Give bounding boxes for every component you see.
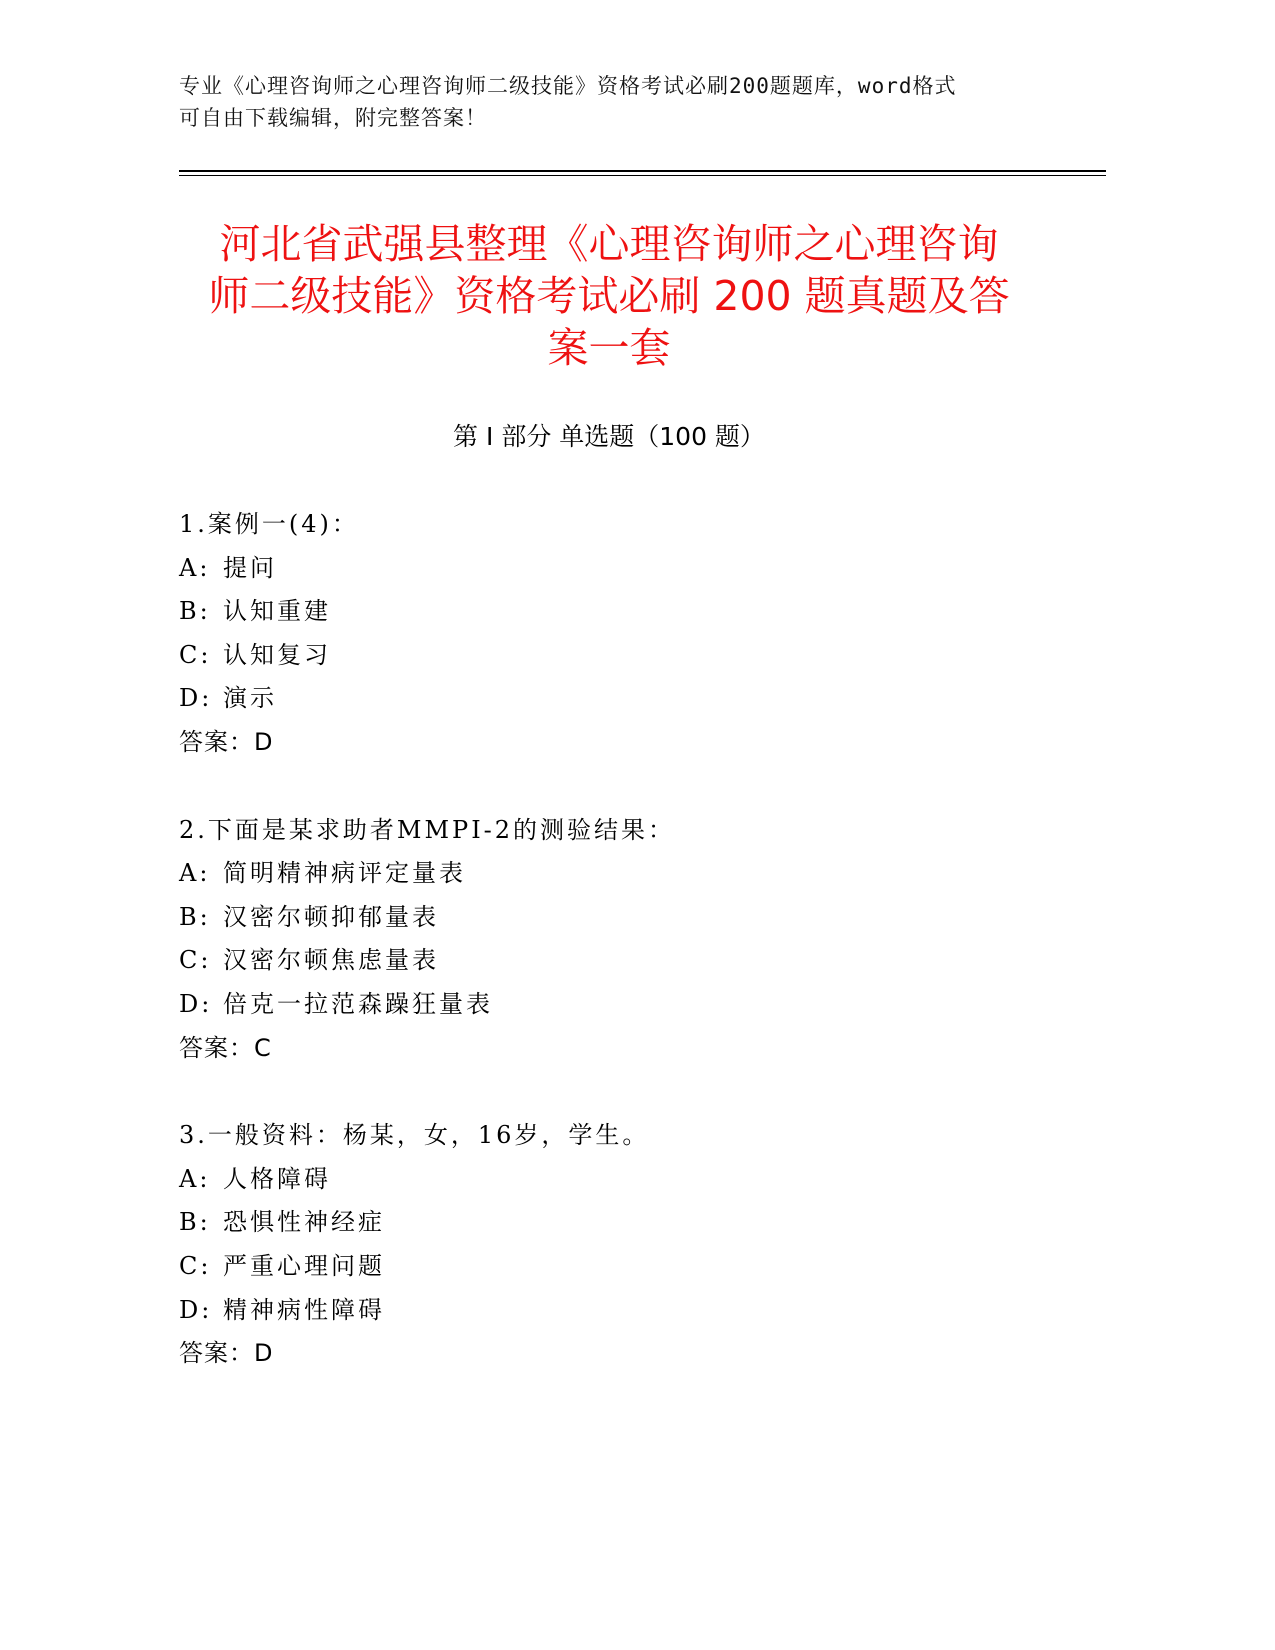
answer-line: 答案：C [179,1033,272,1062]
option-key: D: [179,684,213,713]
option-key: A: [179,1164,211,1193]
option-text: 认知复习 [223,640,331,669]
option-text: 提问 [223,553,277,582]
option-key: D: [179,989,213,1018]
option-d [179,983,1039,1027]
header-note-line: 专业《心理咨询师之心理咨询师二级技能》资格考试必刷200题题库，word格式 [179,74,957,98]
option-text: 倍克一拉范森躁狂量表 [223,989,493,1018]
option-key: C: [179,946,212,975]
option-c [179,634,1039,678]
answer-line: 答案：D [179,1339,274,1368]
option-a [179,1158,1039,1202]
option-a [179,547,1039,591]
answer-line: 答案：D [179,727,274,756]
question-list [179,503,1039,1420]
question-stem: 2.下面是某求助者MMPI-2的测验结果： [179,815,676,844]
question-item [179,809,1039,1071]
header-divider-thick [179,170,1106,172]
header-note [179,70,1039,134]
question-stem: 1.案例一(4)： [179,510,359,538]
option-text: 严重心理问题 [223,1251,385,1280]
header-divider-thin [179,175,1106,176]
title-line: 河北省武强县整理《心理咨询师之心理咨询 [219,220,999,268]
option-key: C: [179,640,212,669]
option-key: A: [179,553,211,582]
option-d [179,1289,1039,1333]
option-text: 恐惧性神经症 [223,1208,385,1237]
option-d [179,677,1039,721]
option-text: 精神病性障碍 [223,1295,385,1324]
option-key: D: [179,1295,213,1324]
option-b [179,896,1039,940]
option-b [179,590,1039,634]
option-b [179,1201,1039,1245]
option-text: 简明精神病评定量表 [223,859,466,888]
question-stem: 3.一般资料：杨某，女，16岁，学生。 [179,1121,650,1150]
option-c [179,1245,1039,1289]
option-a [179,852,1039,896]
option-text: 汉密尔顿抑郁量表 [223,902,439,931]
option-text: 人格障碍 [223,1164,331,1193]
section-title: 第 I 部分 单选题（100 题） [453,422,765,451]
option-key: B: [179,902,211,931]
header-note-line: 可自由下载编辑，附完整答案！ [179,106,487,130]
option-text: 认知重建 [223,597,331,626]
title-line: 案一套 [547,324,671,372]
question-item [179,1114,1039,1376]
option-c [179,939,1039,983]
option-text: 汉密尔顿焦虑量表 [223,946,439,975]
question-item [179,503,1039,765]
option-key: B: [179,1208,211,1237]
option-text: 演示 [223,684,277,713]
document-title [179,218,1039,374]
option-key: B: [179,597,211,626]
option-key: A: [179,859,211,888]
option-key: C: [179,1251,212,1280]
title-line: 师二级技能》资格考试必刷 200 题真题及答 [208,272,1010,320]
